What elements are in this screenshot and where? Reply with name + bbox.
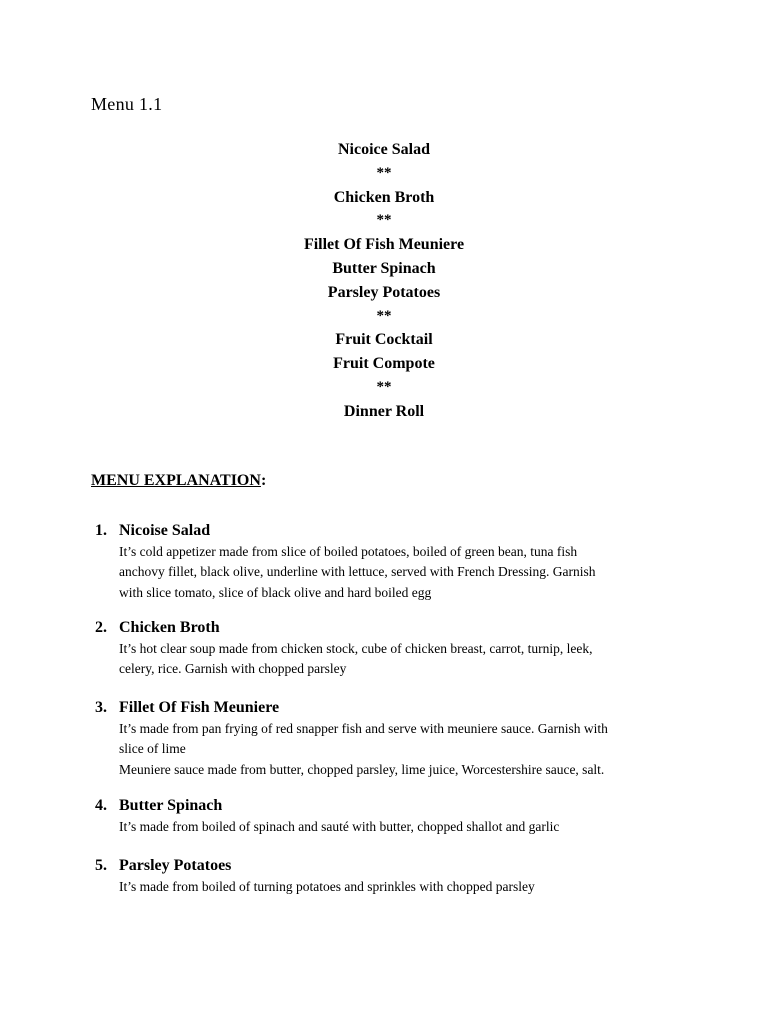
item-description xyxy=(119,542,679,603)
description-line: It’s hot clear soup made from chicken stock, cube of chicken breast, carrot, turnip, leek, xyxy=(119,641,593,656)
menu-line: Fruit Cocktail xyxy=(335,331,433,349)
item-title: Butter Spinach xyxy=(119,797,223,814)
menu-separator: ** xyxy=(376,164,392,181)
item-number: 4. xyxy=(95,797,107,814)
description-line: anchovy fillet, black olive, underline with lettuce, served with French Dressing. Garnish xyxy=(119,564,596,580)
menu-line: Fillet Of Fish Meuniere xyxy=(303,236,465,254)
description-line: It’s made from boiled of turning potatoes and sprinkles with chopped parsley xyxy=(119,879,535,894)
item-title: Nicoise Salad xyxy=(119,522,211,539)
item-title: Parsley Potatoes xyxy=(119,857,232,874)
list-item xyxy=(95,795,695,837)
menu-line: Butter Spinach xyxy=(332,259,436,277)
description-line: Meuniere sauce made from butter, chopped parsley, lime juice, Worcestershire sauce, salt. xyxy=(119,761,605,777)
menu-separator: ** xyxy=(376,212,392,229)
item-heading xyxy=(95,795,695,817)
item-number: 2. xyxy=(95,619,107,636)
menu-line: Dinner Roll xyxy=(343,402,425,420)
item-title: Chicken Broth xyxy=(119,619,220,636)
description-line: It’s cold appetizer made from slice of boiled potatoes, boiled of green bean, tuna fish xyxy=(119,544,578,559)
item-heading xyxy=(95,617,695,639)
description-line: It’s made from pan frying of red snapper fish and serve with meuniere sauce. Garnish with xyxy=(119,721,608,736)
heading-text: MENU EXPLANATION xyxy=(91,472,261,489)
item-heading xyxy=(95,697,695,719)
item-heading xyxy=(95,855,695,877)
list-item xyxy=(95,617,695,680)
item-number: 5. xyxy=(95,857,107,874)
item-description xyxy=(119,719,679,780)
menu-separator: ** xyxy=(376,307,392,324)
menu-line: Chicken Broth xyxy=(333,188,435,206)
list-item xyxy=(95,697,695,780)
description-line: It’s made from boiled of spinach and sauté with butter, chopped shallot and garlic xyxy=(119,819,560,834)
description-line: celery, rice. Garnish with chopped parsley xyxy=(119,661,347,677)
description-line: with slice tomato, slice of black olive and hard boiled egg xyxy=(119,584,432,600)
menu-explanation-heading xyxy=(91,472,266,490)
description-line: slice of lime xyxy=(119,741,186,757)
menu-line: Parsley Potatoes xyxy=(327,283,441,301)
item-number: 3. xyxy=(95,699,107,716)
list-item xyxy=(95,855,695,897)
menu-separator: ** xyxy=(376,378,392,395)
menu-line: Fruit Compote xyxy=(333,355,435,373)
menu-list xyxy=(0,138,768,424)
item-description xyxy=(119,877,679,897)
item-description xyxy=(119,639,679,680)
item-number: 1. xyxy=(95,522,107,539)
item-heading xyxy=(95,520,695,542)
item-title: Fillet Of Fish Meuniere xyxy=(119,699,280,716)
document-title: Menu 1.1 xyxy=(91,94,163,114)
list-item xyxy=(95,520,695,603)
item-description xyxy=(119,817,679,837)
menu-line: Nicoice Salad xyxy=(338,141,430,158)
heading-colon: : xyxy=(260,472,267,489)
